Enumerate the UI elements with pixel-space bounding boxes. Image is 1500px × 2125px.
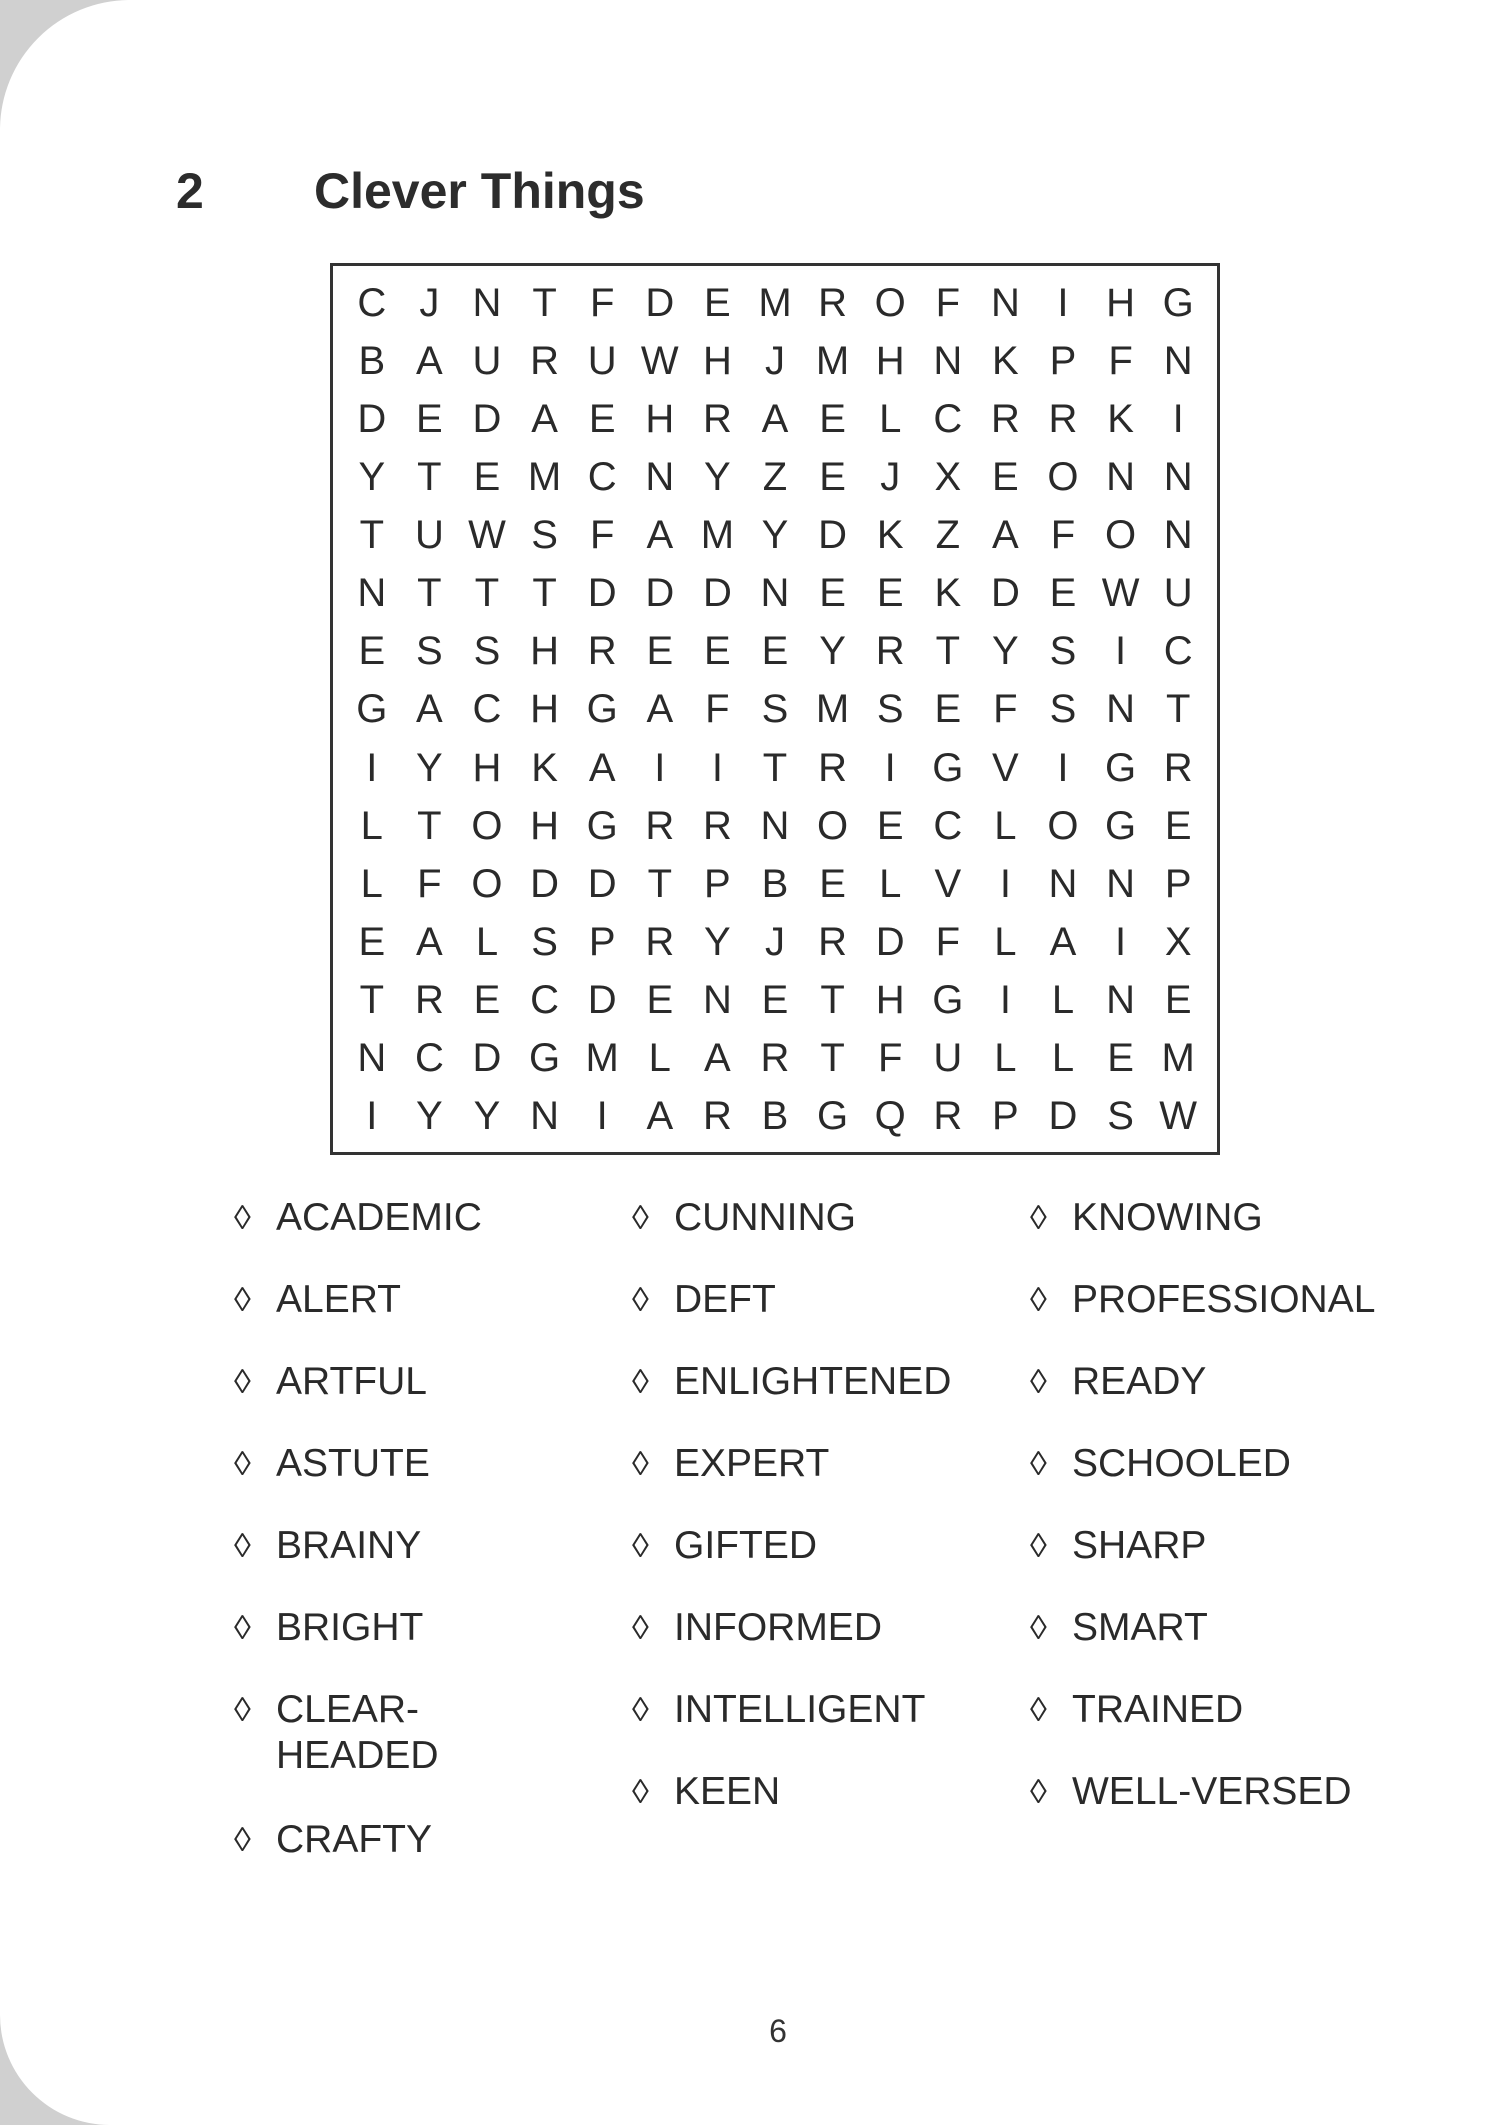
grid-cell[interactable]: E bbox=[473, 978, 501, 1023]
grid-cell[interactable]: R bbox=[587, 629, 617, 674]
grid-cell[interactable]: S bbox=[1107, 1094, 1134, 1139]
grid-cell[interactable]: D bbox=[645, 280, 675, 325]
grid-cell[interactable]: K bbox=[992, 338, 1019, 383]
grid-cell[interactable]: P bbox=[704, 861, 731, 906]
grid-cell[interactable]: L bbox=[994, 920, 1017, 965]
grid-cell[interactable]: L bbox=[994, 1036, 1017, 1081]
grid-cell[interactable]: E bbox=[646, 629, 674, 674]
grid-cell[interactable]: E bbox=[1164, 978, 1192, 1023]
grid-cell[interactable]: P bbox=[992, 1094, 1019, 1139]
grid-cell[interactable]: I bbox=[884, 745, 896, 790]
grid-cell[interactable]: E bbox=[1049, 571, 1077, 616]
word-label: READY bbox=[1072, 1360, 1207, 1403]
grid-cell[interactable]: G bbox=[1105, 803, 1137, 848]
diamond-bullet-icon: ◊ bbox=[234, 1445, 251, 1483]
word-label: SCHOOLED bbox=[1072, 1442, 1291, 1485]
grid-cell[interactable]: T bbox=[359, 513, 385, 558]
grid-cell[interactable]: F bbox=[417, 861, 442, 906]
grid-cell[interactable]: I bbox=[1172, 396, 1184, 441]
grid-cell[interactable]: S bbox=[1049, 629, 1077, 674]
grid-cell[interactable]: R bbox=[818, 920, 848, 965]
grid-cell[interactable]: N bbox=[1163, 338, 1193, 383]
grid-cell[interactable]: F bbox=[589, 280, 615, 325]
grid-cell[interactable]: P bbox=[1164, 861, 1192, 906]
grid-cell[interactable]: I bbox=[999, 861, 1011, 906]
grid-cell[interactable]: L bbox=[1051, 978, 1075, 1023]
grid-cell[interactable]: T bbox=[417, 571, 442, 616]
grid-cell[interactable]: T bbox=[1165, 687, 1191, 732]
grid-cell[interactable]: D bbox=[587, 861, 617, 906]
grid-cell[interactable]: D bbox=[645, 571, 675, 616]
grid-cell[interactable]: N bbox=[1106, 687, 1136, 732]
grid-cell[interactable]: L bbox=[994, 803, 1017, 848]
grid-cell[interactable]: B bbox=[761, 1094, 789, 1139]
grid-cell[interactable]: S bbox=[531, 920, 558, 965]
grid-cell[interactable]: M bbox=[815, 338, 850, 383]
grid-cell[interactable]: C bbox=[587, 454, 617, 499]
grid-cell[interactable]: J bbox=[764, 920, 785, 965]
diamond-bullet-icon: ◊ bbox=[632, 1281, 649, 1319]
grid-cell[interactable]: G bbox=[1162, 280, 1194, 325]
grid-cell[interactable]: D bbox=[472, 396, 502, 441]
grid-cell[interactable]: T bbox=[417, 803, 442, 848]
word-label: WELL-VERSED bbox=[1072, 1770, 1352, 1813]
grid-cell[interactable]: A bbox=[531, 396, 558, 441]
grid-cell[interactable]: I bbox=[596, 1094, 608, 1139]
grid-cell[interactable]: R bbox=[818, 745, 848, 790]
grid-cell[interactable]: D bbox=[530, 861, 560, 906]
grid-cell[interactable]: C bbox=[1163, 629, 1193, 674]
diamond-bullet-icon: ◊ bbox=[234, 1199, 251, 1237]
grid-cell[interactable]: R bbox=[1048, 396, 1078, 441]
grid-cell[interactable]: N bbox=[1163, 513, 1193, 558]
word-label: CUNNING bbox=[674, 1196, 856, 1239]
diamond-bullet-icon: ◊ bbox=[632, 1609, 649, 1647]
grid-cell[interactable]: T bbox=[647, 861, 672, 906]
grid-cell[interactable]: A bbox=[992, 513, 1019, 558]
diamond-bullet-icon: ◊ bbox=[234, 1281, 251, 1319]
grid-cell[interactable]: D bbox=[587, 571, 617, 616]
grid-cell[interactable]: G bbox=[1105, 745, 1137, 790]
page-number: 6 bbox=[769, 2013, 787, 2049]
grid-cell[interactable]: R bbox=[645, 920, 675, 965]
grid-cell[interactable]: A bbox=[416, 338, 443, 383]
grid-cell[interactable]: J bbox=[880, 454, 901, 499]
grid-cell[interactable]: B bbox=[358, 338, 386, 383]
grid-cell[interactable]: S bbox=[1049, 687, 1077, 732]
grid-cell[interactable]: W bbox=[640, 338, 679, 383]
grid-cell[interactable]: H bbox=[875, 978, 905, 1023]
grid-cell[interactable]: A bbox=[646, 687, 674, 732]
grid-cell[interactable]: M bbox=[815, 687, 850, 732]
grid-cell[interactable]: A bbox=[704, 1036, 731, 1081]
grid-cell[interactable]: Y bbox=[473, 1094, 501, 1139]
word-label: CLEAR- HEADED bbox=[276, 1688, 439, 1777]
diamond-bullet-icon: ◊ bbox=[234, 1821, 251, 1859]
grid-cell[interactable]: T bbox=[762, 745, 788, 790]
grid-cell[interactable]: N bbox=[1106, 454, 1136, 499]
grid-cell[interactable]: O bbox=[1047, 454, 1079, 499]
word-label: INFORMED bbox=[674, 1606, 882, 1649]
grid-cell[interactable]: H bbox=[530, 687, 560, 732]
grid-cell[interactable]: M bbox=[527, 454, 562, 499]
grid-cell[interactable]: Y bbox=[992, 629, 1019, 674]
grid-cell[interactable]: G bbox=[529, 1036, 561, 1081]
grid-cell[interactable]: I bbox=[1115, 920, 1127, 965]
grid-cell[interactable]: E bbox=[646, 978, 674, 1023]
grid-cell[interactable]: Y bbox=[704, 920, 731, 965]
grid-cell[interactable]: R bbox=[760, 1036, 790, 1081]
grid-cell[interactable]: N bbox=[530, 1094, 560, 1139]
grid-cell[interactable]: S bbox=[876, 687, 904, 732]
grid-cell[interactable]: A bbox=[761, 396, 789, 441]
grid-cell[interactable]: K bbox=[531, 745, 558, 790]
grid-cell[interactable]: F bbox=[935, 280, 960, 325]
grid-cell[interactable]: L bbox=[879, 396, 902, 441]
word-label: CRAFTY bbox=[276, 1818, 432, 1861]
grid-cell[interactable]: R bbox=[414, 978, 444, 1023]
grid-cell[interactable]: X bbox=[934, 454, 962, 499]
grid-cell[interactable]: H bbox=[1106, 280, 1136, 325]
grid-cell[interactable]: G bbox=[932, 745, 964, 790]
grid-cell[interactable]: A bbox=[1049, 920, 1077, 965]
grid-cell[interactable]: O bbox=[1105, 513, 1137, 558]
grid-cell[interactable]: O bbox=[817, 803, 849, 848]
grid-cell[interactable]: Z bbox=[762, 454, 788, 499]
grid-cell[interactable]: E bbox=[876, 571, 904, 616]
grid-cell[interactable]: B bbox=[761, 861, 789, 906]
grid-cell[interactable]: T bbox=[820, 1036, 845, 1081]
grid-cell[interactable]: E bbox=[819, 454, 846, 499]
diamond-bullet-icon: ◊ bbox=[234, 1527, 251, 1565]
grid-cell[interactable]: F bbox=[935, 920, 960, 965]
grid-cell[interactable]: E bbox=[761, 978, 789, 1023]
grid-cell[interactable]: E bbox=[1164, 803, 1192, 848]
grid-cell[interactable]: P bbox=[1049, 338, 1077, 383]
grid-cell[interactable]: E bbox=[704, 280, 731, 325]
grid-cell[interactable]: P bbox=[588, 920, 616, 965]
grid-cell[interactable]: E bbox=[358, 629, 386, 674]
grid-cell[interactable]: H bbox=[530, 629, 560, 674]
grid-cell[interactable]: N bbox=[1106, 861, 1136, 906]
grid-cell[interactable]: Y bbox=[358, 454, 386, 499]
word-label: ALERT bbox=[276, 1278, 401, 1321]
grid-cell[interactable]: D bbox=[875, 920, 905, 965]
diamond-bullet-icon: ◊ bbox=[632, 1363, 649, 1401]
word-label: ARTFUL bbox=[276, 1360, 427, 1403]
grid-cell[interactable]: M bbox=[758, 280, 792, 325]
grid-cell[interactable]: A bbox=[416, 920, 443, 965]
grid-cell[interactable]: N bbox=[760, 571, 790, 616]
diamond-bullet-icon: ◊ bbox=[234, 1363, 251, 1401]
puzzle-title: Clever Things bbox=[314, 163, 645, 219]
diamond-bullet-icon: ◊ bbox=[1030, 1527, 1047, 1565]
grid-cell[interactable]: I bbox=[654, 745, 666, 790]
grid-cell[interactable]: R bbox=[875, 629, 905, 674]
word-label: BRIGHT bbox=[276, 1606, 424, 1649]
grid-cell[interactable]: N bbox=[472, 280, 502, 325]
word-label: KNOWING bbox=[1072, 1196, 1263, 1239]
diamond-bullet-icon: ◊ bbox=[632, 1445, 649, 1483]
grid-cell[interactable]: E bbox=[761, 629, 789, 674]
grid-cell[interactable]: N bbox=[1163, 454, 1193, 499]
grid-cell[interactable]: H bbox=[702, 338, 732, 383]
grid-cell[interactable]: A bbox=[588, 745, 616, 790]
grid-cell[interactable]: R bbox=[530, 338, 560, 383]
word-label: SMART bbox=[1072, 1606, 1208, 1649]
diamond-bullet-icon: ◊ bbox=[632, 1691, 649, 1729]
grid-cell[interactable]: G bbox=[356, 687, 388, 732]
grid-cell[interactable]: Y bbox=[819, 629, 846, 674]
grid-cell[interactable]: M bbox=[585, 1036, 619, 1081]
letter-grid[interactable] bbox=[330, 263, 1220, 1155]
grid-cell[interactable]: E bbox=[473, 454, 501, 499]
grid-cell[interactable]: U bbox=[472, 338, 502, 383]
grid-cell[interactable]: I bbox=[999, 978, 1011, 1023]
grid-cell[interactable]: D bbox=[587, 978, 617, 1023]
grid-cell[interactable]: C bbox=[933, 803, 963, 848]
grid-cell[interactable]: E bbox=[1107, 1036, 1134, 1081]
grid-cell[interactable]: A bbox=[646, 513, 674, 558]
grid-cell[interactable]: V bbox=[934, 861, 962, 906]
word-label: INTELLIGENT bbox=[674, 1688, 926, 1731]
grid-cell[interactable]: M bbox=[700, 513, 735, 558]
grid-cell[interactable]: C bbox=[933, 396, 963, 441]
word-label: SHARP bbox=[1072, 1524, 1207, 1567]
grid-cell[interactable]: N bbox=[933, 338, 963, 383]
grid-cell[interactable]: L bbox=[648, 1036, 671, 1081]
grid-cell[interactable]: C bbox=[414, 1036, 444, 1081]
grid-cell[interactable]: Y bbox=[761, 513, 789, 558]
grid-cell[interactable]: E bbox=[704, 629, 731, 674]
grid-cell[interactable]: S bbox=[761, 687, 789, 732]
diamond-bullet-icon: ◊ bbox=[1030, 1199, 1047, 1237]
grid-cell[interactable]: U bbox=[587, 338, 617, 383]
grid-cell[interactable]: Y bbox=[416, 745, 443, 790]
grid-cell[interactable]: G bbox=[586, 803, 618, 848]
grid-cell[interactable]: F bbox=[993, 687, 1018, 732]
grid-cell[interactable]: R bbox=[702, 1094, 732, 1139]
word-list bbox=[0, 1195, 1500, 1895]
diamond-bullet-icon: ◊ bbox=[632, 1773, 649, 1811]
diamond-bullet-icon: ◊ bbox=[1030, 1281, 1047, 1319]
puzzle-number: 2 bbox=[176, 163, 204, 219]
grid-cell[interactable]: E bbox=[819, 571, 846, 616]
grid-cell[interactable]: T bbox=[935, 629, 960, 674]
grid-cell[interactable]: X bbox=[1164, 920, 1192, 965]
grid-cell[interactable]: G bbox=[586, 687, 618, 732]
grid-cell[interactable]: N bbox=[990, 280, 1020, 325]
grid-cell[interactable]: G bbox=[932, 978, 964, 1023]
grid-cell[interactable]: C bbox=[530, 978, 560, 1023]
grid-cell[interactable]: T bbox=[474, 571, 500, 616]
grid-cell[interactable]: I bbox=[1057, 280, 1069, 325]
grid-cell[interactable]: I bbox=[1057, 745, 1069, 790]
grid-cell[interactable]: N bbox=[1106, 978, 1136, 1023]
grid-cell[interactable]: D bbox=[472, 1036, 502, 1081]
grid-cell[interactable]: N bbox=[702, 978, 732, 1023]
grid-cell[interactable]: M bbox=[1161, 1036, 1195, 1081]
grid-cell[interactable]: D bbox=[702, 571, 732, 616]
grid-cell[interactable]: E bbox=[876, 803, 904, 848]
grid-cell[interactable]: E bbox=[358, 920, 386, 965]
grid-cell[interactable]: L bbox=[475, 920, 499, 965]
grid-cell[interactable]: O bbox=[471, 861, 503, 906]
grid-cell[interactable]: W bbox=[1159, 1094, 1198, 1139]
grid-cell[interactable]: F bbox=[1050, 513, 1076, 558]
grid-cell[interactable]: O bbox=[1047, 803, 1079, 848]
grid-cell[interactable]: Z bbox=[935, 513, 960, 558]
grid-cell[interactable]: D bbox=[357, 396, 387, 441]
grid-cell[interactable]: A bbox=[416, 687, 443, 732]
word-label: PROFESSIONAL bbox=[1072, 1278, 1376, 1321]
grid-cell[interactable]: K bbox=[876, 513, 904, 558]
grid-cell[interactable]: O bbox=[471, 803, 503, 848]
diamond-bullet-icon: ◊ bbox=[1030, 1773, 1047, 1811]
grid-cell[interactable]: Y bbox=[704, 454, 731, 499]
grid-cell[interactable]: I bbox=[711, 745, 723, 790]
grid-cell[interactable]: H bbox=[875, 338, 905, 383]
grid-cell[interactable]: V bbox=[992, 745, 1019, 790]
grid-cell[interactable]: Q bbox=[874, 1094, 906, 1139]
grid-cell[interactable]: D bbox=[1048, 1094, 1078, 1139]
grid-cell[interactable]: J bbox=[764, 338, 785, 383]
diamond-bullet-icon: ◊ bbox=[234, 1609, 251, 1647]
grid-cell[interactable]: D bbox=[818, 513, 848, 558]
diamond-bullet-icon: ◊ bbox=[1030, 1445, 1047, 1483]
word-label: BRAINY bbox=[276, 1524, 422, 1567]
grid-cell[interactable]: S bbox=[473, 629, 501, 674]
grid-cell[interactable]: K bbox=[1107, 396, 1134, 441]
grid-cell[interactable]: G bbox=[817, 1094, 849, 1139]
grid-cell[interactable]: U bbox=[414, 513, 444, 558]
grid-cell[interactable]: R bbox=[990, 396, 1020, 441]
word-label: EXPERT bbox=[674, 1442, 830, 1485]
diamond-bullet-icon: ◊ bbox=[1030, 1691, 1047, 1729]
grid-cell[interactable]: T bbox=[820, 978, 845, 1023]
grid-cell[interactable]: C bbox=[357, 280, 387, 325]
grid-cell[interactable]: I bbox=[366, 1094, 378, 1139]
grid-cell[interactable]: O bbox=[874, 280, 906, 325]
grid-cell[interactable]: E bbox=[819, 396, 846, 441]
grid-cell[interactable]: U bbox=[1163, 571, 1193, 616]
grid-cell[interactable]: N bbox=[760, 803, 790, 848]
diamond-bullet-icon: ◊ bbox=[234, 1691, 251, 1729]
grid-cell[interactable]: A bbox=[646, 1094, 674, 1139]
grid-cell[interactable]: R bbox=[818, 280, 848, 325]
grid-cell[interactable]: R bbox=[702, 396, 732, 441]
diamond-bullet-icon: ◊ bbox=[1030, 1609, 1047, 1647]
grid-cell[interactable]: S bbox=[416, 629, 443, 674]
grid-cell[interactable]: T bbox=[417, 454, 442, 499]
grid-cell[interactable]: H bbox=[472, 745, 502, 790]
grid-cell[interactable]: F bbox=[1108, 338, 1133, 383]
scan-shadow-top-left bbox=[0, 0, 130, 130]
grid-cell[interactable]: D bbox=[990, 571, 1020, 616]
grid-cell[interactable]: F bbox=[877, 1036, 903, 1081]
grid-cell[interactable]: U bbox=[933, 1036, 963, 1081]
grid-cell[interactable]: I bbox=[1115, 629, 1127, 674]
grid-cell[interactable]: R bbox=[1163, 745, 1193, 790]
word-label: ENLIGHTENED bbox=[674, 1360, 952, 1403]
grid-cell[interactable]: R bbox=[702, 803, 732, 848]
grid-cell[interactable]: L bbox=[1051, 1036, 1075, 1081]
grid-cell[interactable]: S bbox=[531, 513, 558, 558]
word-label: ACADEMIC bbox=[276, 1196, 482, 1239]
grid-cell[interactable]: H bbox=[645, 396, 675, 441]
grid-cell[interactable]: J bbox=[419, 280, 440, 325]
diamond-bullet-icon: ◊ bbox=[632, 1199, 649, 1237]
grid-cell[interactable]: N bbox=[357, 571, 387, 616]
word-label: TRAINED bbox=[1072, 1688, 1244, 1731]
grid-cell[interactable]: F bbox=[589, 513, 615, 558]
grid-cell[interactable]: L bbox=[879, 861, 902, 906]
grid-cell[interactable]: E bbox=[934, 687, 962, 732]
grid-cell[interactable]: R bbox=[933, 1094, 963, 1139]
grid-cell[interactable]: E bbox=[588, 396, 616, 441]
grid-cell[interactable]: T bbox=[532, 280, 557, 325]
grid-cell[interactable]: W bbox=[1101, 571, 1140, 616]
grid-cell[interactable]: L bbox=[360, 803, 383, 848]
grid-cell[interactable]: E bbox=[819, 861, 846, 906]
grid-cell[interactable]: E bbox=[992, 454, 1019, 499]
word-label: DEFT bbox=[674, 1278, 776, 1321]
grid-cell[interactable]: N bbox=[645, 454, 675, 499]
grid-cell[interactable]: E bbox=[416, 396, 443, 441]
grid-cell[interactable]: Y bbox=[416, 1094, 443, 1139]
grid-cell[interactable]: T bbox=[359, 978, 385, 1023]
grid-cell[interactable]: K bbox=[934, 571, 962, 616]
grid-cell[interactable]: T bbox=[532, 571, 557, 616]
grid-cell[interactable]: N bbox=[357, 1036, 387, 1081]
word-label: ASTUTE bbox=[276, 1442, 430, 1485]
grid-cell[interactable]: N bbox=[1048, 861, 1078, 906]
grid-cell[interactable]: F bbox=[705, 687, 730, 732]
word-label: KEEN bbox=[674, 1770, 781, 1813]
grid-cell[interactable]: C bbox=[472, 687, 502, 732]
grid-cell[interactable]: I bbox=[366, 745, 378, 790]
diamond-bullet-icon: ◊ bbox=[632, 1527, 649, 1565]
grid-cell[interactable]: L bbox=[360, 861, 383, 906]
grid-cell[interactable]: H bbox=[530, 803, 560, 848]
grid-cell[interactable]: W bbox=[468, 513, 506, 558]
diamond-bullet-icon: ◊ bbox=[1030, 1363, 1047, 1401]
grid-cell[interactable]: R bbox=[645, 803, 675, 848]
word-label: GIFTED bbox=[674, 1524, 817, 1567]
